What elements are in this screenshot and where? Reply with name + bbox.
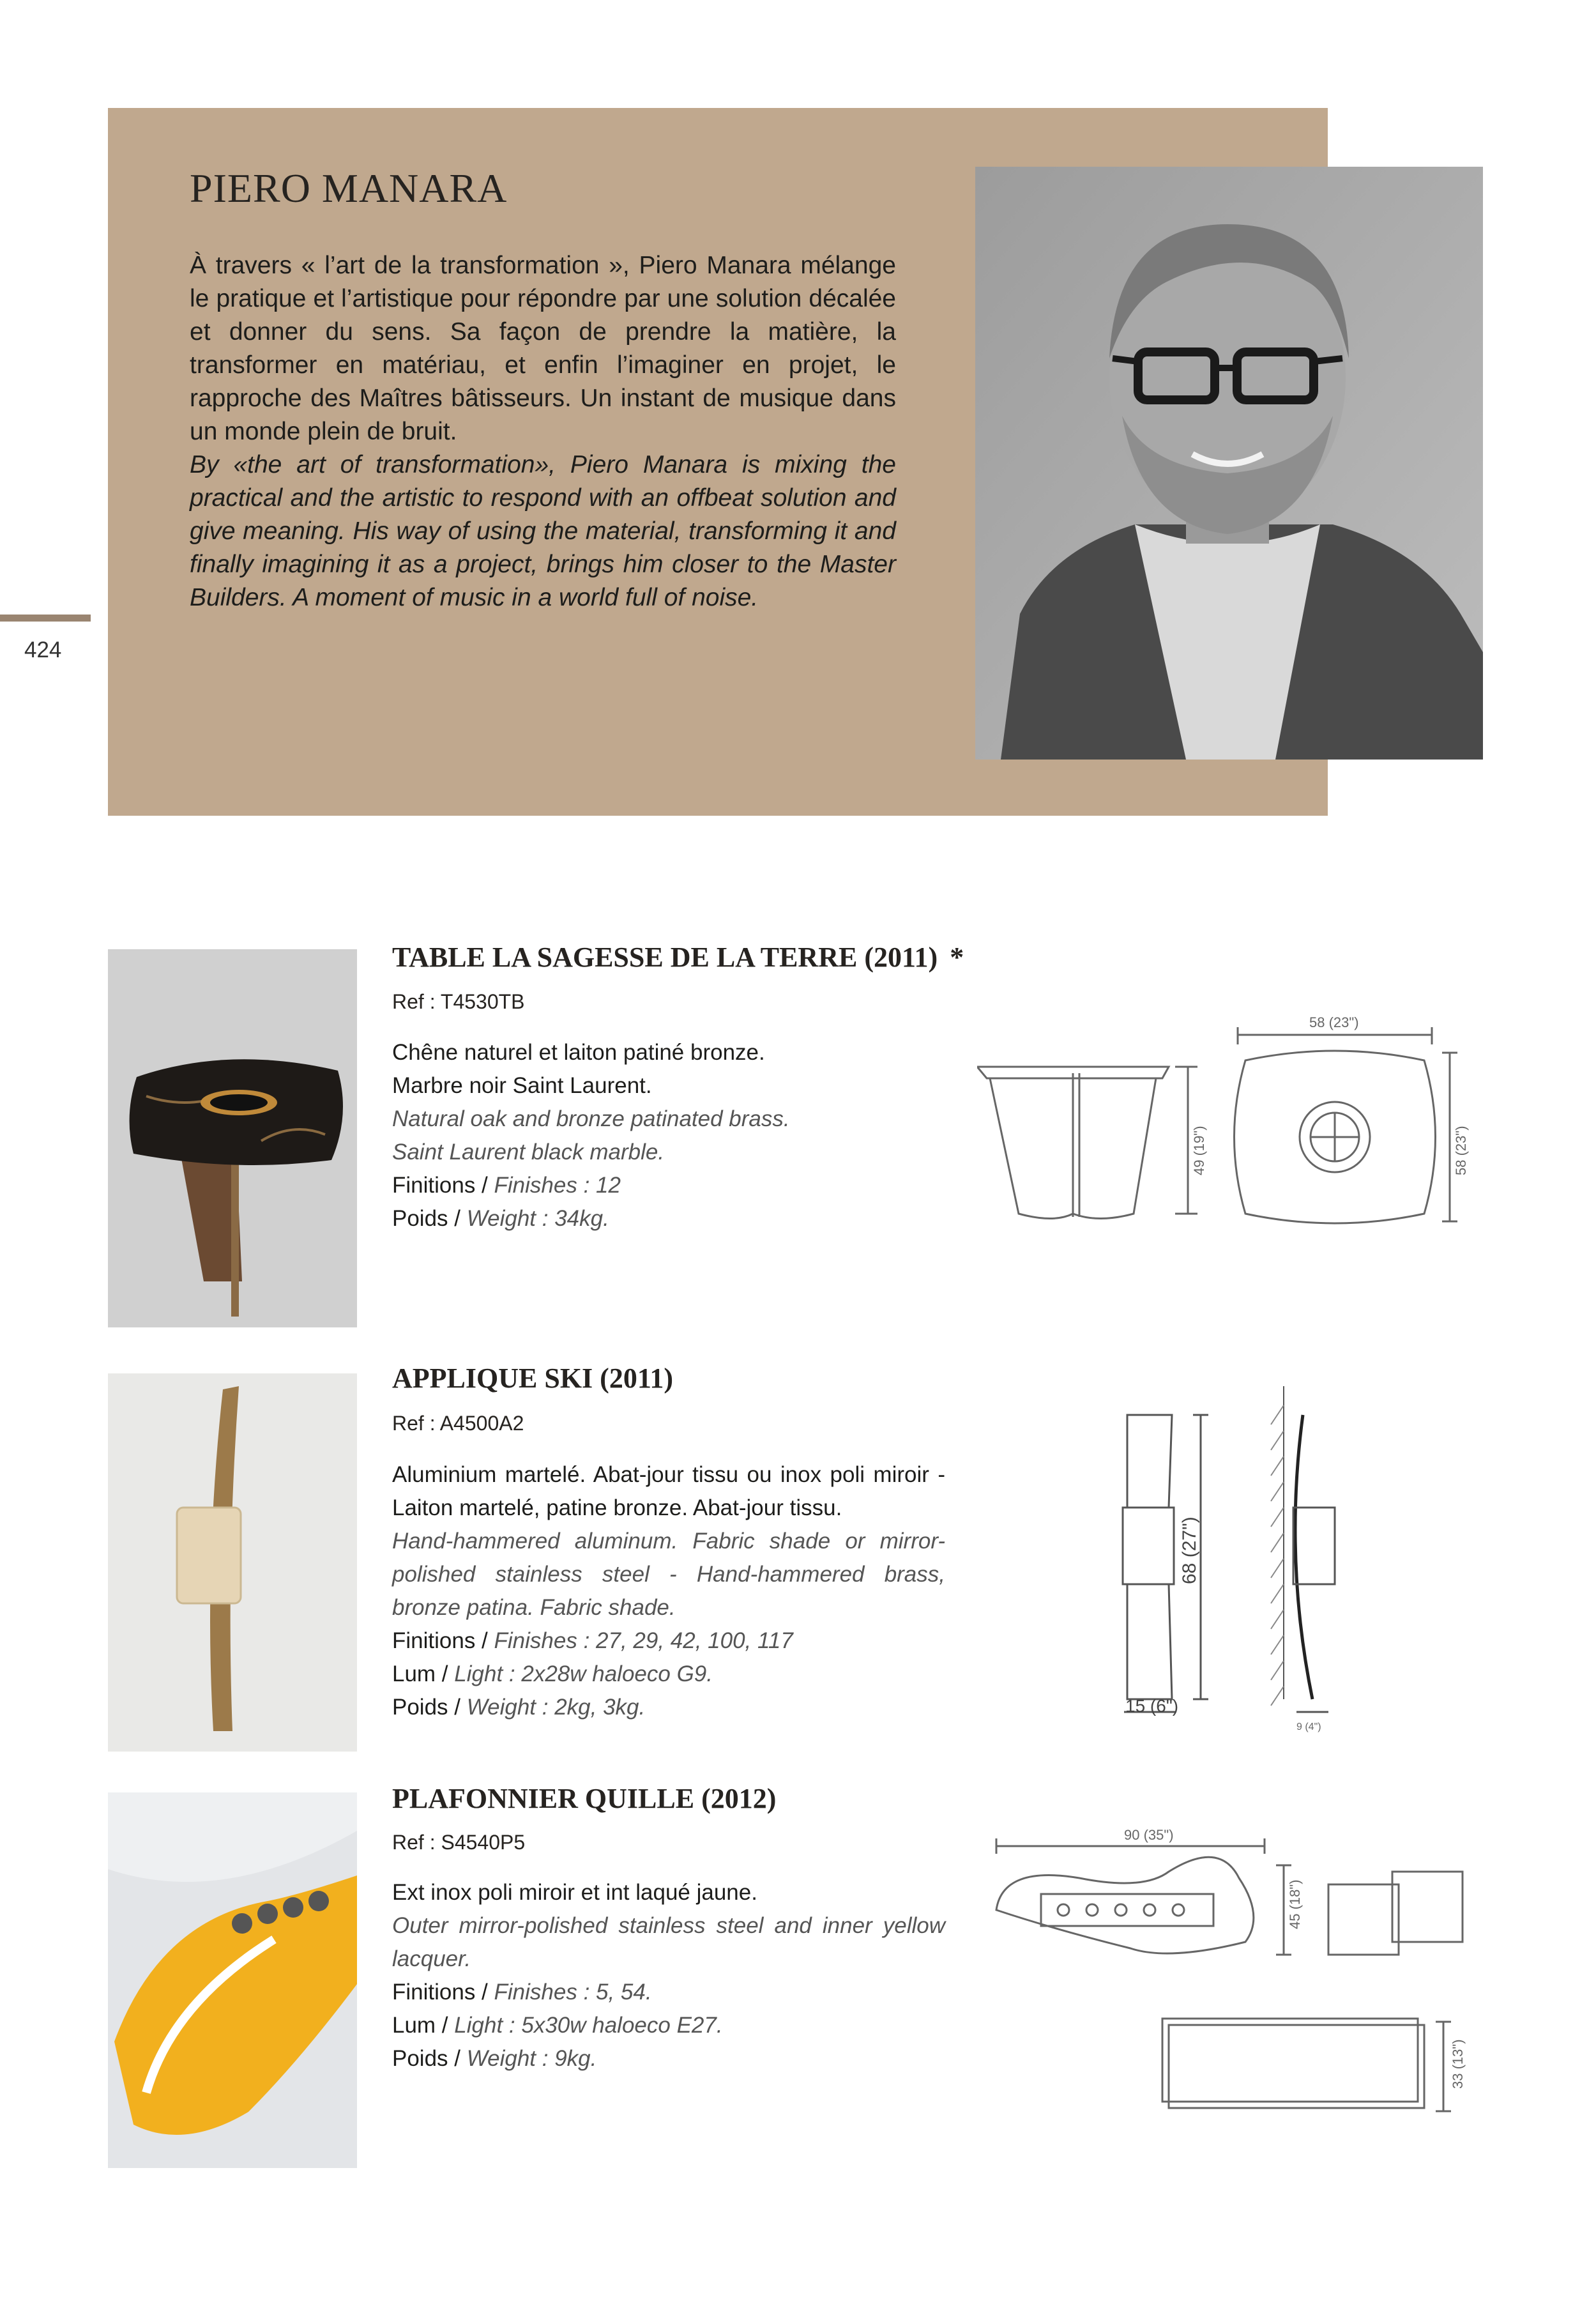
product-title: APPLIQUE SKI (2011)	[392, 1363, 674, 1394]
product-ref: Ref : T4530TB	[392, 990, 525, 1013]
weight-row: Poids / Weight : 2kg, 3kg.	[392, 1695, 646, 1720]
material-fr: Ext inox poli miroir et int laqué jaune.	[392, 1880, 757, 1905]
material-en: Hand-hammered aluminum. Fabric shade or mirror-polished stainless steel - Hand-hammered brass, bronze patina. Fabric shade.	[392, 1529, 945, 1620]
product-title: TABLE LA SAGESSE DE LA TERRE (2011)	[392, 942, 938, 973]
dimension-depth: 9 (4")	[1296, 1722, 1321, 1732]
material-en: Saint Laurent black marble.	[392, 1140, 665, 1165]
material-en: Natural oak and bronze patinated brass.	[392, 1106, 790, 1131]
dimension-depth: 45 (18")	[1287, 1879, 1303, 1929]
technical-drawing-applique	[1111, 1380, 1354, 1738]
dimension-width: 90 (35")	[1124, 1827, 1174, 1843]
finishes-row: Finitions / Finishes : 5, 54.	[392, 1980, 652, 2005]
designer-portrait	[975, 167, 1483, 760]
product-ref: Ref : S4540P5	[392, 1831, 526, 1854]
weight-row: Poids / Weight : 9kg.	[392, 2046, 597, 2071]
designer-name: PIERO MANARA	[190, 165, 508, 211]
dimension-width: 58 (23")	[1309, 1014, 1359, 1030]
product-photo-plafonnier	[108, 1792, 357, 2168]
dimension-depth: 58 (23")	[1453, 1126, 1469, 1175]
finishes-row: Finitions / Finishes : 27, 29, 42, 100, 117	[392, 1628, 793, 1653]
technical-drawing-plafonnier	[977, 1814, 1475, 2134]
product-title: PLAFONNIER QUILLE (2012)	[392, 1783, 777, 1814]
light-row: Lum / Light : 2x28w haloeco G9.	[392, 1661, 713, 1686]
dimension-height: 33 (13")	[1450, 2039, 1466, 2089]
material-fr: Marbre noir Saint Laurent.	[392, 1073, 652, 1098]
finishes-row: Finitions / Finishes : 12	[392, 1173, 621, 1198]
product-ref: Ref : A4500A2	[392, 1412, 524, 1435]
asterisk-icon: *	[950, 942, 964, 973]
designer-bio-french: À travers « l’art de la transformation », Piero Manara mélange le pratique et l’artistique pour répondre par une solution décalée et donner du sens. Sa façon de prendre la matière, la transformer en matériau, et enfin l’imaginer en projet, le rapproche des Maîtres bâtisseurs. Un instant de musique dans un monde plein de bruit.	[190, 252, 896, 445]
product-title-table	[392, 941, 964, 974]
weight-row: Poids / Weight : 34kg.	[392, 1206, 609, 1231]
page-marker-rule	[0, 615, 91, 622]
technical-drawing-table	[977, 1009, 1475, 1278]
light-row: Lum / Light : 5x30w haloeco E27.	[392, 2013, 723, 2038]
product-description-plafonnier	[392, 1876, 945, 2075]
dimension-height: 68 (27")	[1179, 1516, 1200, 1584]
material-en: Outer mirror-polished stainless steel and inner yellow lacquer.	[392, 1913, 945, 1971]
page-number: 424	[24, 638, 62, 662]
material-fr: Aluminium martelé. Abat-jour tissu ou inox poli miroir - Laiton martelé, patine bronze. Abat-jour tissu.	[392, 1462, 945, 1520]
product-description-table	[392, 1036, 945, 1235]
product-description-applique	[392, 1458, 945, 1724]
product-photo-applique	[108, 1373, 357, 1752]
dimension-height: 49 (19")	[1191, 1126, 1207, 1175]
product-photo-table	[108, 949, 357, 1327]
material-fr: Chêne naturel et laiton patiné bronze.	[392, 1040, 765, 1065]
designer-bio-english: By «the art of transformation», Piero Manara is mixing the practical and the artistic to respond with an offbeat solution and give meaning. His way of using the material, transforming it and finally imagining it as a project, brings him closer to the Master Builders. A moment of music in a world full of noise.	[190, 451, 896, 611]
dimension-width: 15 (6")	[1125, 1696, 1179, 1716]
